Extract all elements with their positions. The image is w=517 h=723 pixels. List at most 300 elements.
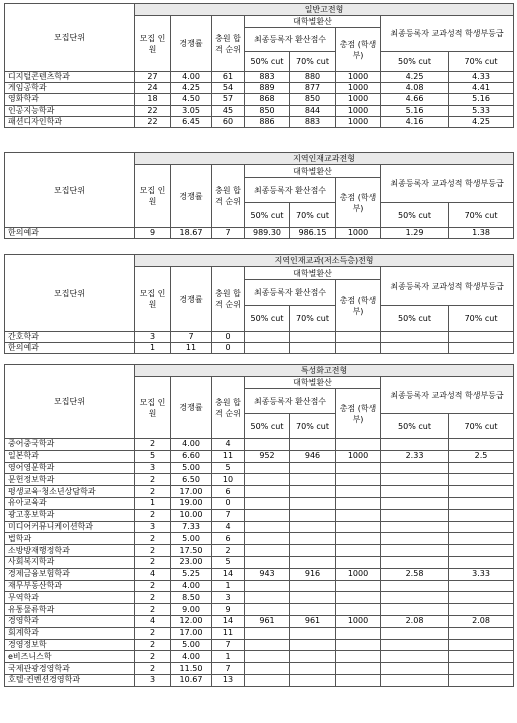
table-row [5, 105, 514, 116]
unit-cell: 사회복지학과 [5, 556, 135, 568]
total-cell [336, 580, 381, 592]
table-row [5, 439, 514, 451]
score-70-cell [290, 474, 336, 486]
unit-header: 모집단위 [5, 4, 135, 72]
quota-header: 모집 인원 [135, 165, 171, 228]
waitlist-cell: 1 [212, 580, 245, 592]
total-cell: 1000 [336, 228, 381, 239]
quota-header: 모집 인원 [135, 377, 171, 439]
rate-cell: 4.50 [171, 94, 212, 105]
grade-70-cell [449, 580, 514, 592]
total-cell: 1000 [336, 450, 381, 462]
unit-cell: 간호학과 [5, 332, 135, 343]
grade-70-cell [449, 592, 514, 604]
unit-cell: 재무부동산학과 [5, 580, 135, 592]
waitlist-header: 충원 합격 순위 [212, 377, 245, 439]
unit-cell: 국제관광경영학과 [5, 663, 135, 675]
grade-50-cell [381, 474, 449, 486]
table-row [5, 497, 514, 509]
table-row [5, 509, 514, 521]
grade-50-cell: 2.08 [381, 615, 449, 627]
rate-cell: 19.00 [171, 497, 212, 509]
quota-cell: 4 [135, 568, 171, 580]
waitlist-cell: 61 [212, 72, 245, 83]
grade-70-cell: 2.08 [449, 615, 514, 627]
waitlist-cell: 7 [212, 639, 245, 651]
final-score-header: 최종등록자 환산점수 [245, 28, 336, 52]
grade-70-cell [449, 521, 514, 533]
table-row [5, 651, 514, 663]
rate-header: 경쟁률 [171, 16, 212, 72]
score-70-cell: 946 [290, 450, 336, 462]
waitlist-cell: 11 [212, 627, 245, 639]
table-row [5, 592, 514, 604]
grade-70-cell [449, 556, 514, 568]
score-50-cell [245, 521, 290, 533]
waitlist-header: 충원 합격 순위 [212, 165, 245, 228]
grade-50-cell [381, 663, 449, 675]
score-70-cell [290, 509, 336, 521]
score-70-cell [290, 651, 336, 663]
total-cell [336, 439, 381, 451]
grade-70-cell [449, 474, 514, 486]
grade-70-cut-header: 70% cut [449, 414, 514, 439]
unit-cell: 광고홍보학과 [5, 509, 135, 521]
waitlist-cell: 0 [212, 497, 245, 509]
total-cell: 1000 [336, 94, 381, 105]
grade-70-cell [449, 651, 514, 663]
header-row [5, 4, 514, 16]
quota-cell: 24 [135, 83, 171, 94]
grade-50-cell [381, 592, 449, 604]
grade-50-cell [381, 674, 449, 686]
quota-cell: 22 [135, 105, 171, 116]
total-cell [336, 486, 381, 498]
score-70-cell: 916 [290, 568, 336, 580]
table-row [5, 615, 514, 627]
grade-50-cell [381, 651, 449, 663]
grade-50-cell [381, 439, 449, 451]
score-50-cell [245, 545, 290, 557]
rate-cell: 8.50 [171, 592, 212, 604]
total-cell [336, 663, 381, 675]
score-50-cell: 868 [245, 94, 290, 105]
grade-70-cell [449, 545, 514, 557]
grade-70-cell [449, 343, 514, 354]
results-table [4, 3, 514, 128]
score-50-cell [245, 332, 290, 343]
unit-cell: 인공지능학과 [5, 105, 135, 116]
grade-50-cell [381, 639, 449, 651]
total-cell [336, 497, 381, 509]
waitlist-cell: 60 [212, 116, 245, 127]
rate-header: 경쟁률 [171, 267, 212, 332]
unit-cell: 일본학과 [5, 450, 135, 462]
grade-50-cell: 2.58 [381, 568, 449, 580]
score-70-cell: 961 [290, 615, 336, 627]
score-50-cell [245, 462, 290, 474]
waitlist-cell: 11 [212, 450, 245, 462]
grade-70-cell: 4.33 [449, 72, 514, 83]
section-title: 지역인재교과전형 [135, 153, 514, 165]
score-50-cell [245, 674, 290, 686]
score-50-cell [245, 474, 290, 486]
total-cell: 1000 [336, 72, 381, 83]
grade-50-cell: 4.66 [381, 94, 449, 105]
results-table [4, 152, 514, 239]
quota-cell: 2 [135, 545, 171, 557]
score-50-cell: 889 [245, 83, 290, 94]
score-70-cut-header: 70% cut [290, 52, 336, 72]
grade-50-cell [381, 343, 449, 354]
table-row [5, 450, 514, 462]
grade-70-cut-header: 70% cut [449, 52, 514, 72]
grade-50-cell [381, 627, 449, 639]
unit-cell: 한의예과 [5, 228, 135, 239]
rate-cell: 6.45 [171, 116, 212, 127]
total-cell [336, 509, 381, 521]
total-cell: 1000 [336, 568, 381, 580]
final-score-header: 최종등록자 환산점수 [245, 280, 336, 306]
quota-cell: 2 [135, 509, 171, 521]
unit-cell: 중어중국학과 [5, 439, 135, 451]
quota-cell: 2 [135, 604, 171, 616]
quota-cell: 27 [135, 72, 171, 83]
waitlist-cell: 14 [212, 615, 245, 627]
grade-50-cell [381, 533, 449, 545]
rate-cell: 7.33 [171, 521, 212, 533]
table-row [5, 604, 514, 616]
rate-cell: 4.25 [171, 83, 212, 94]
unit-cell: 경영학과 [5, 615, 135, 627]
table-row [5, 639, 514, 651]
results-table [4, 364, 514, 687]
grade-70-cell [449, 439, 514, 451]
waitlist-cell: 7 [212, 228, 245, 239]
university-conversion-header: 대학별환산 [245, 267, 381, 280]
total-cell [336, 604, 381, 616]
score-50-cell: 952 [245, 450, 290, 462]
section-title: 지역인재교과(저소득층)전형 [135, 255, 514, 267]
unit-cell: 유아교육과 [5, 497, 135, 509]
waitlist-cell: 5 [212, 462, 245, 474]
score-50-cell [245, 592, 290, 604]
score-50-cell [245, 580, 290, 592]
grade-50-cell: 4.25 [381, 72, 449, 83]
grade-70-cell [449, 627, 514, 639]
grade-50-cell [381, 462, 449, 474]
total-header: 총점 (학생부) [336, 280, 381, 332]
grade-50-cell [381, 497, 449, 509]
section-general-high-school [4, 3, 513, 128]
table-row [5, 627, 514, 639]
score-70-cell: 850 [290, 94, 336, 105]
score-70-cell [290, 439, 336, 451]
score-70-cell [290, 343, 336, 354]
unit-header: 모집단위 [5, 255, 135, 332]
grade-50-cell [381, 556, 449, 568]
table-row [5, 462, 514, 474]
unit-cell: 경제금융보험학과 [5, 568, 135, 580]
rate-header: 경쟁률 [171, 165, 212, 228]
quota-cell: 3 [135, 674, 171, 686]
header-row [5, 365, 514, 377]
total-cell [336, 521, 381, 533]
unit-cell: 유통물류학과 [5, 604, 135, 616]
grade-70-cut-header: 70% cut [449, 203, 514, 228]
waitlist-cell: 45 [212, 105, 245, 116]
total-cell: 1000 [336, 615, 381, 627]
grade-50-cut-header: 50% cut [381, 203, 449, 228]
unit-cell: 무역학과 [5, 592, 135, 604]
unit-cell: 경영정보학 [5, 639, 135, 651]
rate-cell: 10.00 [171, 509, 212, 521]
rate-cell: 5.00 [171, 639, 212, 651]
grade-70-cell: 2.5 [449, 450, 514, 462]
waitlist-cell: 5 [212, 556, 245, 568]
unit-cell: 디지털콘텐츠학과 [5, 72, 135, 83]
score-50-cell [245, 509, 290, 521]
score-70-cell [290, 592, 336, 604]
grade-50-cell [381, 545, 449, 557]
grade-70-cell [449, 533, 514, 545]
score-50-cut-header: 50% cut [245, 414, 290, 439]
score-50-cell: 961 [245, 615, 290, 627]
grade-50-cut-header: 50% cut [381, 414, 449, 439]
score-50-cell: 989.30 [245, 228, 290, 239]
waitlist-cell: 0 [212, 332, 245, 343]
score-50-cell [245, 497, 290, 509]
header-row [5, 255, 514, 267]
waitlist-cell: 54 [212, 83, 245, 94]
waitlist-cell: 9 [212, 604, 245, 616]
rate-cell: 17.00 [171, 627, 212, 639]
table-row [5, 332, 514, 343]
rate-cell: 6.50 [171, 474, 212, 486]
grade-70-cell: 1.38 [449, 228, 514, 239]
score-50-cut-header: 50% cut [245, 52, 290, 72]
quota-cell: 2 [135, 627, 171, 639]
grade-header: 최종등록자 교과성적 학생부등급 [381, 16, 514, 52]
total-header: 총점 (학생부) [336, 28, 381, 72]
quota-cell: 2 [135, 439, 171, 451]
waitlist-cell: 14 [212, 568, 245, 580]
quota-cell: 3 [135, 521, 171, 533]
quota-cell: 5 [135, 450, 171, 462]
rate-header: 경쟁률 [171, 377, 212, 439]
waitlist-cell: 13 [212, 674, 245, 686]
waitlist-cell: 0 [212, 343, 245, 354]
grade-70-cell [449, 663, 514, 675]
grade-50-cell [381, 521, 449, 533]
score-70-cell [290, 497, 336, 509]
score-70-cut-header: 70% cut [290, 414, 336, 439]
score-70-cell [290, 639, 336, 651]
waitlist-header: 충원 합격 순위 [212, 16, 245, 72]
unit-cell: 법학과 [5, 533, 135, 545]
grade-70-cell: 5.16 [449, 94, 514, 105]
rate-cell: 9.00 [171, 604, 212, 616]
waitlist-cell: 1 [212, 651, 245, 663]
quota-header: 모집 인원 [135, 267, 171, 332]
score-70-cell [290, 332, 336, 343]
unit-cell: 영어영문학과 [5, 462, 135, 474]
unit-cell: 영화학과 [5, 94, 135, 105]
total-cell [336, 639, 381, 651]
quota-header: 모집 인원 [135, 16, 171, 72]
score-50-cell [245, 439, 290, 451]
rate-cell: 6.60 [171, 450, 212, 462]
score-50-cell: 883 [245, 72, 290, 83]
score-70-cell: 877 [290, 83, 336, 94]
score-70-cut-header: 70% cut [290, 306, 336, 332]
total-cell [336, 533, 381, 545]
waitlist-cell: 57 [212, 94, 245, 105]
quota-cell: 2 [135, 533, 171, 545]
table-row [5, 580, 514, 592]
score-70-cell [290, 580, 336, 592]
rate-cell: 10.67 [171, 674, 212, 686]
quota-cell: 1 [135, 497, 171, 509]
final-score-header: 최종등록자 환산점수 [245, 389, 336, 414]
waitlist-cell: 4 [212, 439, 245, 451]
grade-70-cut-header: 70% cut [449, 306, 514, 332]
grade-70-cell [449, 462, 514, 474]
grade-50-cell: 1.29 [381, 228, 449, 239]
section-title: 특성화고전형 [135, 365, 514, 377]
score-50-cell: 943 [245, 568, 290, 580]
waitlist-cell: 6 [212, 533, 245, 545]
score-70-cell: 844 [290, 105, 336, 116]
header-row [5, 153, 514, 165]
score-50-cell [245, 604, 290, 616]
quota-cell: 2 [135, 474, 171, 486]
total-cell [336, 592, 381, 604]
score-50-cell: 850 [245, 105, 290, 116]
score-70-cell [290, 521, 336, 533]
total-header: 총점 (학생부) [336, 389, 381, 439]
table-row [5, 116, 514, 127]
grade-50-cell [381, 509, 449, 521]
table-row [5, 343, 514, 354]
total-cell [336, 674, 381, 686]
grade-70-cell [449, 639, 514, 651]
waitlist-cell: 3 [212, 592, 245, 604]
rate-cell: 4.00 [171, 72, 212, 83]
table-row [5, 521, 514, 533]
score-50-cell [245, 556, 290, 568]
rate-cell: 12.00 [171, 615, 212, 627]
grade-50-cell [381, 486, 449, 498]
unit-cell: 소방방재행정학과 [5, 545, 135, 557]
rate-cell: 5.00 [171, 533, 212, 545]
grade-70-cell: 5.33 [449, 105, 514, 116]
unit-cell: e비즈니스학 [5, 651, 135, 663]
waitlist-cell: 10 [212, 474, 245, 486]
unit-header: 모집단위 [5, 365, 135, 439]
quota-cell: 4 [135, 615, 171, 627]
unit-cell: 한의예과 [5, 343, 135, 354]
waitlist-cell: 7 [212, 663, 245, 675]
section-title: 일반고전형 [135, 4, 514, 16]
quota-cell: 2 [135, 639, 171, 651]
waitlist-cell: 4 [212, 521, 245, 533]
waitlist-cell: 6 [212, 486, 245, 498]
rate-cell: 4.00 [171, 651, 212, 663]
rate-cell: 5.25 [171, 568, 212, 580]
score-50-cell [245, 639, 290, 651]
grade-70-cell [449, 486, 514, 498]
waitlist-header: 충원 합격 순위 [212, 267, 245, 332]
grade-50-cell [381, 604, 449, 616]
unit-cell: 평생교육·청소년상담학과 [5, 486, 135, 498]
grade-70-cell [449, 604, 514, 616]
grade-50-cell: 5.16 [381, 105, 449, 116]
quota-cell: 9 [135, 228, 171, 239]
score-50-cell: 886 [245, 116, 290, 127]
table-row [5, 486, 514, 498]
score-50-cell [245, 627, 290, 639]
unit-header: 모집단위 [5, 153, 135, 228]
score-50-cell [245, 663, 290, 675]
total-cell: 1000 [336, 105, 381, 116]
grade-70-cell [449, 674, 514, 686]
grade-50-cell [381, 580, 449, 592]
section-regional-talent [4, 152, 513, 239]
score-70-cell: 986.15 [290, 228, 336, 239]
total-cell [336, 556, 381, 568]
final-score-header: 최종등록자 환산점수 [245, 178, 336, 203]
rate-cell: 3.05 [171, 105, 212, 116]
rate-cell: 17.50 [171, 545, 212, 557]
quota-cell: 2 [135, 486, 171, 498]
quota-cell: 22 [135, 116, 171, 127]
total-cell [336, 545, 381, 557]
rate-cell: 11.50 [171, 663, 212, 675]
total-cell [336, 474, 381, 486]
quota-cell: 2 [135, 651, 171, 663]
quota-cell: 2 [135, 580, 171, 592]
results-table [4, 254, 514, 354]
rate-cell: 4.00 [171, 439, 212, 451]
grade-70-cell: 4.25 [449, 116, 514, 127]
score-70-cut-header: 70% cut [290, 203, 336, 228]
rate-cell: 17.00 [171, 486, 212, 498]
grade-70-cell [449, 497, 514, 509]
total-cell [336, 651, 381, 663]
score-70-cell [290, 556, 336, 568]
score-50-cut-header: 50% cut [245, 203, 290, 228]
total-cell: 1000 [336, 83, 381, 94]
score-70-cell [290, 674, 336, 686]
score-50-cut-header: 50% cut [245, 306, 290, 332]
university-conversion-header: 대학별환산 [245, 16, 381, 28]
university-conversion-header: 대학별환산 [245, 377, 381, 389]
grade-70-cell: 3.33 [449, 568, 514, 580]
section-specialized-high-school [4, 364, 513, 687]
score-70-cell [290, 545, 336, 557]
grade-50-cut-header: 50% cut [381, 306, 449, 332]
score-70-cell [290, 462, 336, 474]
quota-cell: 2 [135, 556, 171, 568]
table-row [5, 474, 514, 486]
score-70-cell: 883 [290, 116, 336, 127]
score-70-cell [290, 486, 336, 498]
total-header: 총점 (학생부) [336, 178, 381, 228]
grade-50-cell: 2.33 [381, 450, 449, 462]
table-row [5, 83, 514, 94]
score-50-cell [245, 533, 290, 545]
